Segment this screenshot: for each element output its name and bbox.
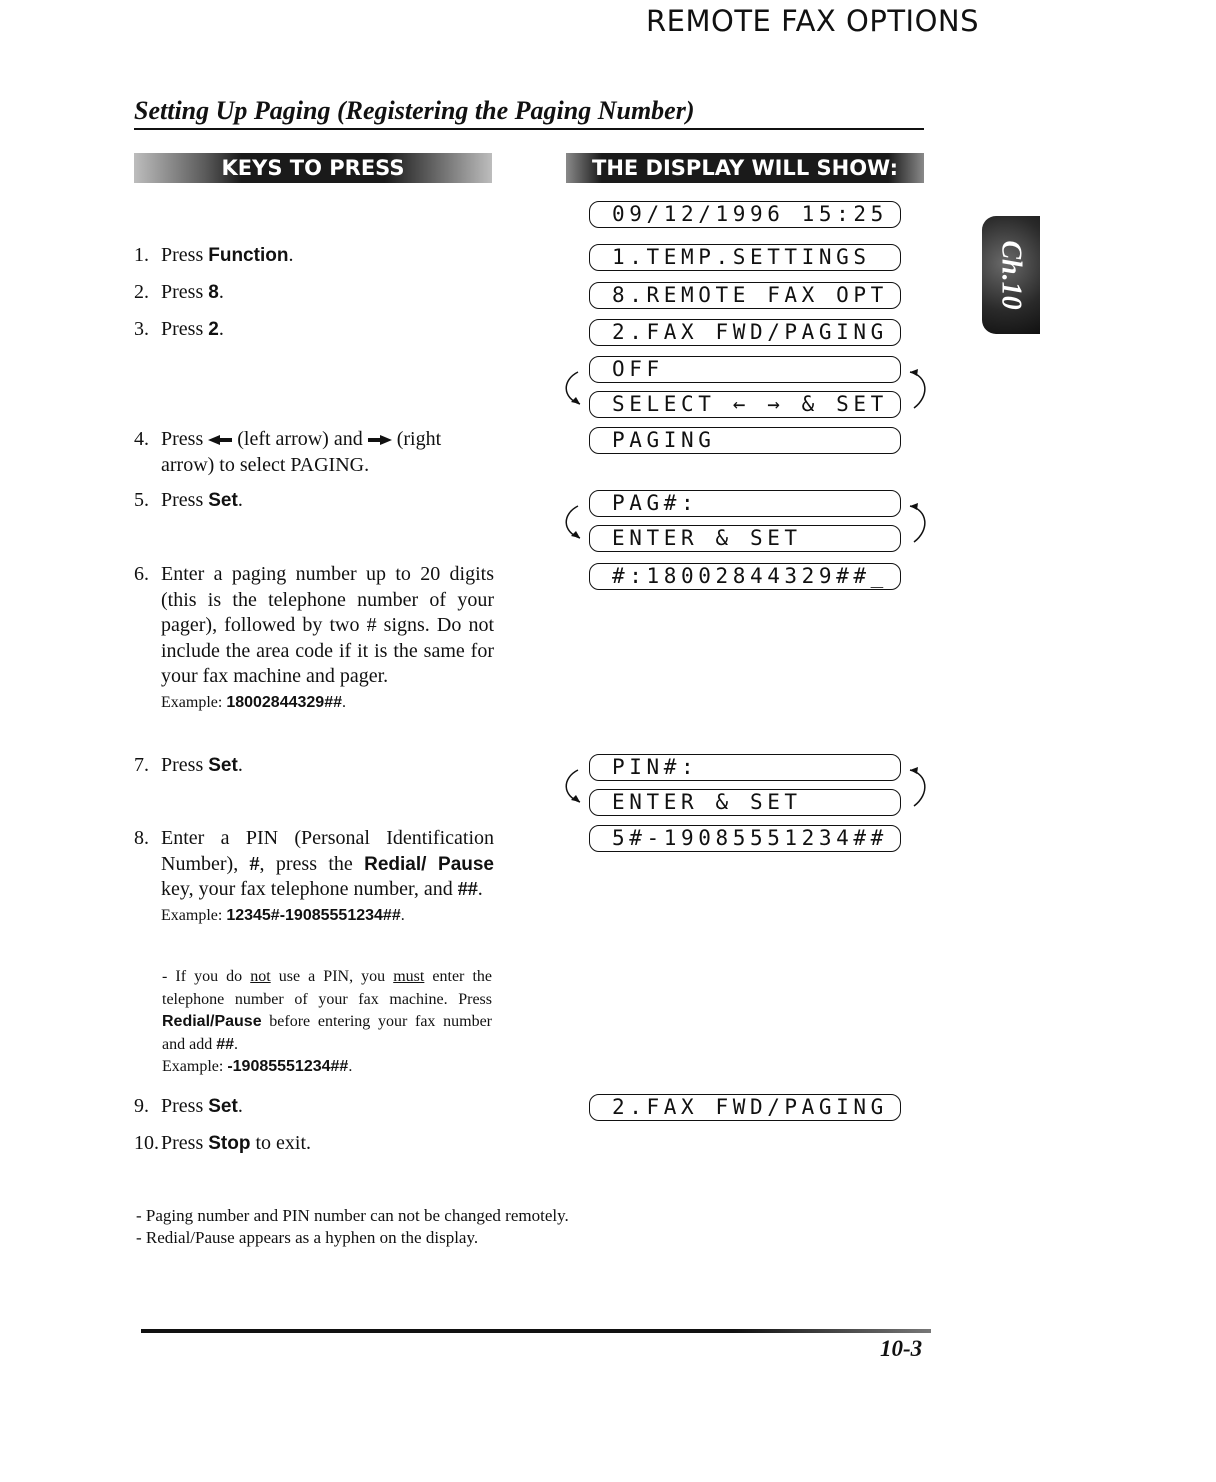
step-text: (right arrow) to select PAGING. [161,428,442,476]
step-text: to exit. [250,1132,311,1154]
alternating-display-right-icon [904,362,934,422]
footnote: - Redial/Pause appears as a hyphen on the display. [136,1228,479,1247]
note-text: before entering your fax number and add [162,1013,492,1053]
note-emphasis: not [250,968,271,985]
key-name: 2 [208,319,219,340]
running-header: REMOTE FAX OPTIONS [646,4,980,38]
step-text: Press [161,489,209,511]
key-name: Redial/ Pause [364,853,495,875]
note-text: - If you do [162,968,251,985]
lcd-display-enter-set: ENTER & SET [589,525,901,552]
step-3 [134,317,494,343]
key-name: Redial/Pause [162,1013,262,1030]
key-name: Stop [208,1133,251,1154]
step-text: . [237,754,243,776]
lcd-display-fax-fwd-paging: 2.FAX FWD/PAGING [589,1094,901,1121]
step-text: , press the [259,852,365,875]
footnote: - Paging number and PIN number can not be changed remotely. [136,1206,569,1225]
section-title: Setting Up Paging (Registering the Paging Number) [134,96,695,125]
step-text: key, your fax telephone number, and [161,878,458,900]
alternating-display-left-icon [558,502,588,562]
step-1 [134,243,494,269]
hash-key: ## [457,878,478,900]
alternating-display-left-icon [558,766,588,826]
keys-to-press-heading: KEYS TO PRESS [134,153,492,183]
example-end: . [348,1058,353,1075]
step-example [161,692,494,714]
example-end: . [342,693,346,711]
step-text: . [218,318,224,340]
step-text: . [218,281,224,303]
step-text: (left arrow) and [232,428,368,450]
step-5 [134,488,494,514]
step-2 [134,280,494,306]
step-example [161,905,494,927]
example-value: -19085551234## [227,1058,349,1075]
key-name: Set [208,490,238,511]
left-arrow-icon [208,434,232,446]
step-text: . [477,878,483,900]
key-name: Function [208,245,289,266]
step-number: 1. [134,244,149,266]
footer-rule [141,1329,931,1333]
step-text: Enter a paging number up to 20 digits (this is the telephone number of your pager), followed by two # signs. Do not include the area code if it is the same for your fax machine and pager. [161,563,494,687]
step-number: 2. [134,281,149,303]
example-value: 12345#-19085551234## [226,906,401,924]
lcd-display-enter-set: ENTER & SET [589,789,901,816]
note-emphasis: must [393,968,425,985]
step-8-note [162,966,492,1079]
lcd-display-fax-fwd-paging: 2.FAX FWD/PAGING [589,319,901,346]
lcd-display-paging-number-entry: #:18002844329##_ [589,563,901,590]
step-text: Press [161,318,209,340]
step-4 [134,427,494,478]
display-will-show-heading: THE DISPLAY WILL SHOW: [566,153,924,183]
step-7 [134,753,494,779]
step-9 [134,1094,494,1120]
key-name: Set [208,1096,238,1117]
example-label: Example: [162,1058,228,1075]
step-text: . [288,244,294,266]
example-label: Example: [161,693,227,711]
note-text: use a PIN, you [270,968,394,985]
step-text: Press [161,1132,209,1154]
lcd-display-pag-number: PAG#: [589,490,901,517]
lcd-display-remote-fax-opt: 8.REMOTE FAX OPT [589,282,901,309]
step-number: 8. [134,827,149,849]
lcd-display-pin-entry: 5#-19085551234## [589,825,901,852]
step-number: 10. [134,1132,159,1154]
example-value: 18002844329## [226,693,342,711]
step-number: 7. [134,754,149,776]
lcd-display-off: OFF [589,356,901,383]
step-number: 5. [134,489,149,511]
chapter-tab [982,216,1040,334]
step-text: Press [161,428,209,450]
section-rule [134,128,924,130]
step-text: Press [161,281,209,303]
hash-key: ## [216,1035,234,1053]
step-text: Press [161,1095,209,1117]
page-number: 10-3 [880,1336,923,1361]
lcd-display-select: SELECT ← → & SET [589,391,901,418]
lcd-display-temp-settings: 1.TEMP.SETTINGS [589,244,901,271]
step-10 [134,1131,494,1157]
note-text: enter the telephone number of your fax machine. Press [162,968,492,1008]
step-number: 9. [134,1095,149,1117]
example-label: Example: [161,906,227,924]
note-text: . [234,1035,238,1053]
step-6 [134,562,494,714]
step-number: 3. [134,318,149,340]
chapter-tab-label: Ch.10 [996,240,1027,310]
step-8 [134,826,494,927]
hash-key: # [249,852,260,875]
lcd-display-date: 09/12/1996 15:25 [589,201,901,228]
key-name: Set [208,755,238,776]
right-arrow-icon [368,434,392,446]
step-text: Press [161,244,209,266]
step-text: . [237,1095,243,1117]
step-text: Enter a PIN (Personal Identification Number), [161,827,494,875]
lcd-display-pin-number: PIN#: [589,754,901,781]
alternating-display-right-icon [904,760,934,820]
example-end: . [400,906,405,924]
key-name: 8 [208,282,219,303]
step-text: Press [161,754,209,776]
alternating-display-right-icon [904,496,934,556]
alternating-display-left-icon [558,368,588,428]
step-number: 4. [134,428,149,450]
lcd-display-paging: PAGING [589,427,901,454]
step-text: . [237,489,243,511]
step-number: 6. [134,563,149,585]
